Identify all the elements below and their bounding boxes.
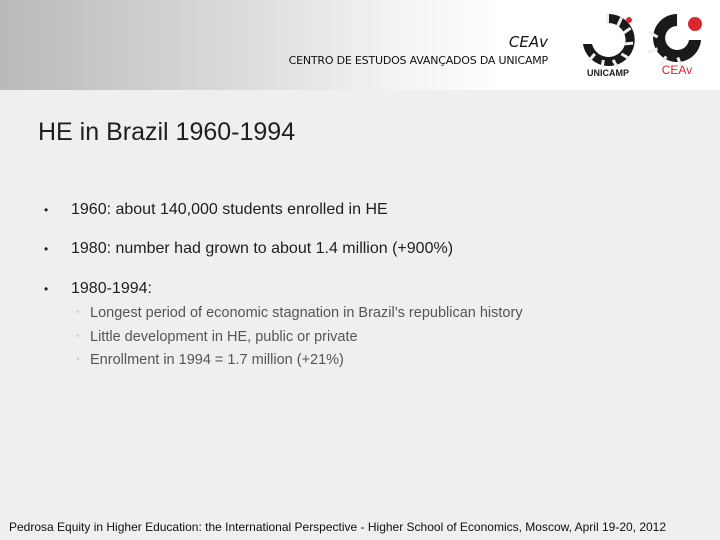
org-full-name: CENTRO DE ESTUDOS AVANÇADOS DA UNICAMP: [288, 54, 548, 67]
sub-bullet-marker: •: [76, 354, 80, 365]
ceav-emblem-icon: [648, 14, 702, 67]
sub-bullet-marker: •: [76, 307, 80, 318]
unicamp-emblem-icon: [583, 14, 635, 69]
org-short-name: CEAv: [508, 33, 548, 51]
bullet-marker: •: [44, 282, 49, 296]
sub-bullet-marker: •: [76, 330, 80, 342]
bullet-marker: •: [44, 242, 49, 256]
ceav-logo-text: CEAv: [661, 63, 693, 77]
unicamp-logo-text: UNICAMP: [587, 68, 629, 78]
sub-bullet-text: Little development in HE, public or private: [90, 328, 358, 345]
ceav-logo: [643, 10, 711, 78]
bullet-text: 1980-1994:: [71, 280, 152, 297]
slide-title: HE in Brazil 1960-1994: [38, 118, 296, 146]
bullet-marker: •: [44, 203, 49, 217]
unicamp-logo: [578, 10, 638, 78]
footer-citation: Pedrosa Equity in Higher Education: the International Perspective - Higher School of Economics, Moscow, April 19-20, 2012: [9, 520, 667, 534]
bullet-text: 1980: number had grown to about 1.4 million (+900%): [71, 240, 454, 257]
sub-bullet-text: Enrollment in 1994 = 1.7 million (+21%): [90, 352, 344, 368]
bullet-text: 1960: about 140,000 students enrolled in HE: [71, 201, 388, 218]
sub-bullet-text: Longest period of economic stagnation in Brazil’s republican history: [90, 305, 523, 321]
